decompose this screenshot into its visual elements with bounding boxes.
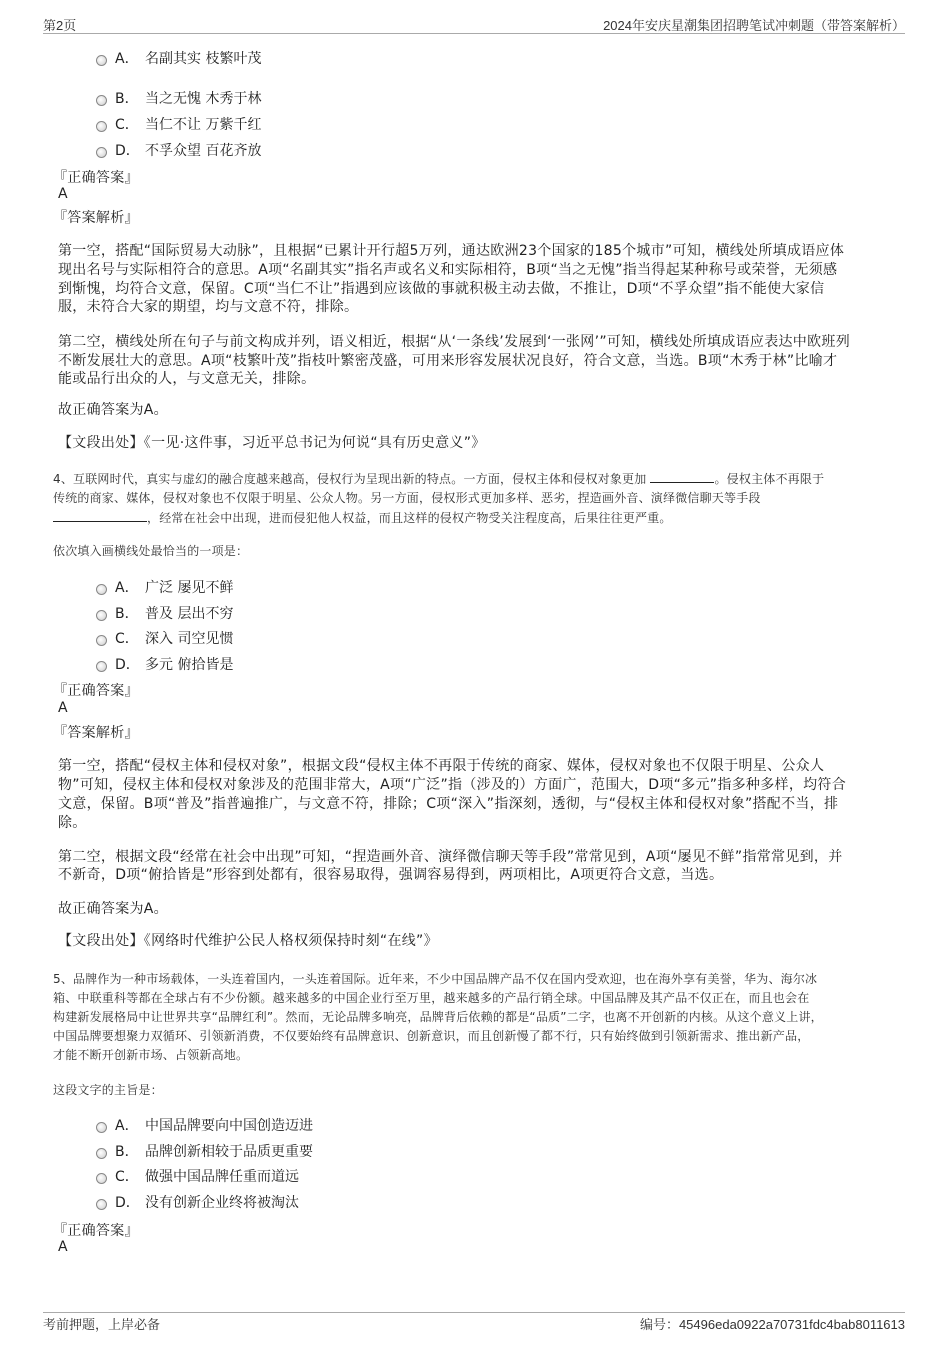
option-label: A． [115,51,139,67]
radio-icon[interactable] [96,121,107,132]
question-stem-line: 箱、中联重科等都在全球占有不少份额。越来越多的中国企业行至万里，越来越多的产品行销全球。中国品牌及其产品不仅正在，而且也会在 [53,991,810,1005]
analysis-line: 能或品行出众的人，与文意无关，排除。 [58,371,316,387]
radio-icon[interactable] [96,1122,107,1133]
correct-answer: A [58,1239,68,1255]
q4-option-a[interactable] [96,577,233,597]
q5-option-c[interactable] [96,1166,299,1186]
q4-option-b[interactable] [96,603,233,623]
answer-heading: 『正确答案』 [53,683,139,699]
conclusion: 故正确答案为A。 [58,901,168,917]
analysis-line: 不新奇，D项“俯拾皆是”形容到处都有，很容易取得，强调容易得到，两项相比，A项更符合文意，当选。 [58,867,724,883]
q5-option-b[interactable] [96,1141,313,1161]
radio-icon[interactable] [96,55,107,66]
conclusion: 故正确答案为A。 [58,402,168,418]
option-text: 名副其实 枝繁叶茂 [145,51,262,67]
radio-icon[interactable] [96,1148,107,1159]
analysis-line: 文意，保留。B项“普及”指普遍推广，与文意不符，排除；C项“深入”指深刻，透彻，与“侵权主体和侵权对象”搭配不当，排 [58,796,839,812]
option-text: 品牌创新相较于品质更重要 [145,1144,313,1160]
option-text: 中国品牌要向中国创造迈进 [145,1118,313,1134]
correct-answer: A [58,700,68,716]
question-stem-line [53,470,824,487]
analysis-line: 物”可知，侵权主体和侵权对象涉及的范围非常大，A项“广泛”指（涉及的）方面广，范围大，D项“多元”指多种多样，均符合 [58,777,847,793]
option-label: D． [115,1195,140,1211]
blank-line [53,509,147,522]
document-title: 2024年安庆星潮集团招聘笔试冲刺题（带答案解析） [603,18,905,33]
question-stem-line: 构建新发展格局中让世界共享“品牌红利”。然而，无论品牌多响亮，品牌背后依赖的都是“品质”二字，也离不开创新的内核。从这个意义上讲， [53,1010,823,1024]
option-label: B． [115,91,139,107]
option-text: 深入 司空见惯 [145,631,234,647]
analysis-line: 到惭愧，均符合文意，保留。C项“当仁不让”指遇到应该做的事就积极主动去做，不推让，D项“不孚众望”指不能使大家信 [58,281,825,297]
analysis-heading: 『答案解析』 [53,210,139,226]
stem-text: ，经常在社会中出现，进而侵犯他人权益，而且这样的侵权产物受关注程度高，后果往往更严重。 [147,511,672,525]
question-prompt: 这段文字的主旨是： [53,1083,163,1097]
q3-option-c[interactable] [96,114,261,134]
stem-text: 。侵权主体不再限于 [714,472,825,486]
radio-icon[interactable] [96,147,107,158]
stem-text: 4、互联网时代，真实与虚幻的融合度越来越高，侵权行为呈现出新的特点。一方面，侵权主体和侵权对象更加 [53,472,647,486]
source: 【文段出处】《一见·这件事，习近平总书记为何说“具有历史意义”》 [58,435,486,451]
option-label: C． [115,1169,139,1185]
q5-option-d[interactable] [96,1192,299,1212]
analysis-line: 现出名号与实际相符合的意思。A项“名副其实”指名声或名义和实际相符，B项“当之无愧”指当得起某种称号或荣誉，无须感 [58,262,838,278]
option-text: 没有创新企业终将被淘汰 [145,1195,299,1211]
option-text: 广泛 屡见不鲜 [145,580,234,596]
option-label: C． [115,117,139,133]
analysis-line: 服，未符合大家的期望，均与文意不符，排除。 [58,299,359,315]
document-code: 编号：45496eda0922a70731fdc4bab8011613 [639,1317,905,1332]
page-number: 第2页 [43,18,77,33]
option-label: A． [115,1118,139,1134]
correct-answer: A [58,186,68,202]
radio-icon[interactable] [96,635,107,646]
option-label: B． [115,1144,139,1160]
option-label: D． [115,143,140,159]
option-label: C． [115,631,139,647]
analysis-line: 第一空，搭配“国际贸易大动脉”，且根据“已累计开行超5万列，通达欧洲23个国家的185个城市”可知，横线处所填成语应体 [58,243,845,259]
option-text: 当之无愧 木秀于林 [145,91,262,107]
option-text: 当仁不让 万紫千红 [145,117,262,133]
question-stem-line: 中国品牌要想聚力双循环、引领新消费，不仅要始终有品牌意识、创新意识，而且创新慢了都不行，只有始终做到引领新需求、推出新产品， [53,1029,810,1043]
source: 【文段出处】《网络时代维护公民人格权须保持时刻“在线”》 [58,933,438,949]
option-text: 普及 层出不穷 [145,606,234,622]
q3-option-a[interactable] [96,48,261,68]
analysis-line: 除。 [58,815,87,831]
question-stem-line [53,509,672,526]
option-label: B． [115,606,139,622]
radio-icon[interactable] [96,95,107,106]
header-divider [43,33,905,34]
analysis-line: 不断发展壮大的意思。A项“枝繁叶茂”指枝叶繁密茂盛，可用来形容发展状况良好，符合文意，当选。B项“木秀于林”比喻才 [58,353,838,369]
analysis-line: 第一空，搭配“侵权主体和侵权对象”，根据文段“侵权主体不再限于传统的商家、媒体，侵权对象也不仅限于明星、公众人 [58,758,825,774]
option-text: 做强中国品牌任重而道远 [145,1169,299,1185]
radio-icon[interactable] [96,610,107,621]
question-stem-line: 才能不断开创新市场、占领新高地。 [53,1048,249,1062]
radio-icon[interactable] [96,661,107,672]
option-label: D． [115,657,140,673]
q3-option-b[interactable] [96,88,261,108]
q3-option-d[interactable] [96,140,261,160]
question-stem-line: 5、品牌作为一种市场载体，一头连着国内，一头连着国际。近年来，不少中国品牌产品不仅在国内受欢迎，也在海外享有美誉，华为、海尔冰 [53,972,818,986]
q5-option-a[interactable] [96,1115,313,1135]
radio-icon[interactable] [96,1173,107,1184]
answer-heading: 『正确答案』 [53,1223,139,1239]
option-label: A． [115,580,139,596]
analysis-heading: 『答案解析』 [53,725,139,741]
footer-slogan: 考前押题，上岸必备 [43,1317,161,1332]
option-text: 不孚众望 百花齐放 [145,143,262,159]
answer-heading: 『正确答案』 [53,170,139,186]
analysis-line: 第二空，根据文段“经常在社会中出现”可知，“捏造画外音、演绎微信聊天等手段”常常见到，A项“屡见不鲜”指常常见到，并 [58,849,843,865]
q4-option-d[interactable] [96,654,233,674]
option-text: 多元 俯拾皆是 [145,657,234,673]
footer-divider [43,1312,905,1313]
analysis-line: 第二空，横线处所在句子与前文构成并列，语义相近，根据“从‘一条线’发展到‘一张网’”可知，横线处所填成语应表达中欧班列 [58,334,851,350]
blank-line [650,470,714,483]
radio-icon[interactable] [96,1199,107,1210]
q4-option-c[interactable] [96,628,233,648]
question-stem-line: 传统的商家、媒体，侵权对象也不仅限于明星、公众人物。另一方面，侵权形式更加多样、恶劣，捏造画外音、演绎微信聊天等手段 [53,491,761,505]
question-prompt: 依次填入画横线处最恰当的一项是： [53,544,249,558]
radio-icon[interactable] [96,584,107,595]
